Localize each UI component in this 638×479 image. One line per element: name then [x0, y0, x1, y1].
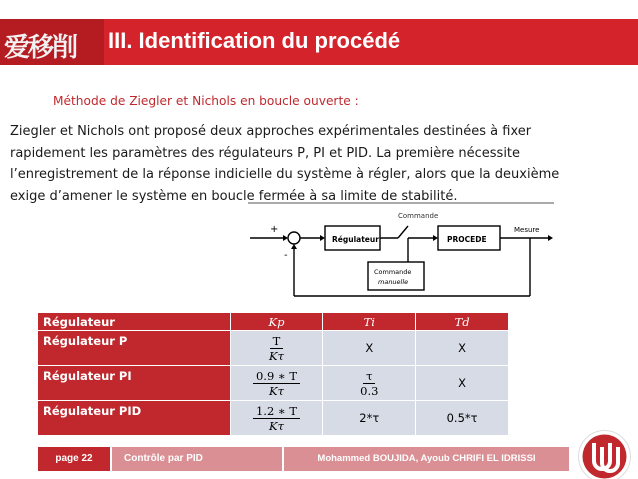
page-number: page 22	[38, 447, 110, 471]
header-td-label: Td	[454, 314, 470, 329]
diagram-mesure-label: Mesure	[514, 226, 540, 234]
header-kp	[230, 313, 323, 331]
procede-block-label: PROCEDE	[447, 235, 487, 244]
row-p-kp	[230, 331, 323, 366]
table-row	[38, 366, 509, 401]
row-pid-td	[416, 401, 509, 436]
kp-denominator: Kτ	[269, 348, 284, 363]
control-loop-diagram	[248, 198, 558, 306]
university-logo-icon	[577, 429, 632, 479]
td-value: 0.5*τ	[446, 411, 478, 425]
logo-glyphs: 爱移削	[4, 33, 77, 63]
footer-authors: Mohammed BOUJIDA, Ayoub CHRIFI EL IDRISSI	[284, 447, 569, 471]
header-regulateur: Régulateur	[38, 313, 231, 331]
row-pi-name: Régulateur PI	[38, 366, 231, 401]
kp-numerator: 0.9 ∗ T	[253, 369, 300, 384]
kp-numerator: 1.2 ∗ T	[253, 404, 300, 419]
slide-title: III. Identification du procédé	[108, 28, 401, 53]
row-pid-kp	[230, 401, 323, 436]
manuelle-label-line2: manuelle	[378, 278, 409, 286]
regulateur-block-label: Régulateur	[332, 235, 379, 244]
institution-logo	[0, 19, 104, 65]
manuelle-label-line1: Commande	[374, 268, 412, 276]
row-pid-ti	[323, 401, 416, 436]
row-pid-name: Régulateur PID	[38, 401, 231, 436]
ti-fraction	[357, 369, 381, 398]
section-subtitle: Méthode de Ziegler et Nichols en boucle ouverte :	[53, 94, 359, 108]
kp-fraction	[253, 369, 300, 398]
diagram-minus-sign: -	[284, 250, 288, 261]
diagram-plus-sign: +	[270, 224, 279, 235]
kp-numerator: T	[270, 334, 284, 349]
kp-fraction	[253, 404, 300, 433]
row-p-td	[416, 331, 509, 366]
header-ti-label: Ti	[363, 314, 375, 329]
kp-fraction	[266, 334, 287, 363]
td-value: X	[458, 341, 467, 355]
diagram-commande-label: Commande	[398, 212, 439, 220]
ziegler-nichols-table	[37, 312, 509, 436]
row-p-name: Régulateur P	[38, 331, 231, 366]
ti-numerator: τ	[363, 369, 375, 384]
ti-denominator: 0.3	[360, 383, 379, 398]
table-row	[38, 401, 509, 436]
kp-denominator: Kτ	[269, 418, 284, 433]
td-value: X	[458, 376, 467, 390]
row-pi-kp	[230, 366, 323, 401]
slide-footer	[0, 447, 638, 473]
ti-value: 2*τ	[359, 411, 380, 425]
ti-value: X	[365, 341, 374, 355]
row-p-ti	[323, 331, 416, 366]
table-header-row	[38, 313, 509, 331]
header-kp-label: Kp	[268, 314, 285, 329]
header-ti	[323, 313, 416, 331]
row-pi-td	[416, 366, 509, 401]
header-td	[416, 313, 509, 331]
table-row	[38, 331, 509, 366]
footer-subject: Contrôle par PID	[112, 447, 282, 471]
body-paragraph: Ziegler et Nichols ont proposé deux approches expérimentales destinées à fixer rapidement les paramètres des régulateurs P, PI et PID. La première nécessite l’enregistrement de la réponse indicielle du système à régler, alors que la deuxième exige d’amener le système en boucle fermée à sa limite de stabilité.	[10, 124, 560, 204]
summing-junction	[288, 232, 300, 244]
kp-denominator: Kτ	[269, 383, 284, 398]
row-pi-ti	[323, 366, 416, 401]
